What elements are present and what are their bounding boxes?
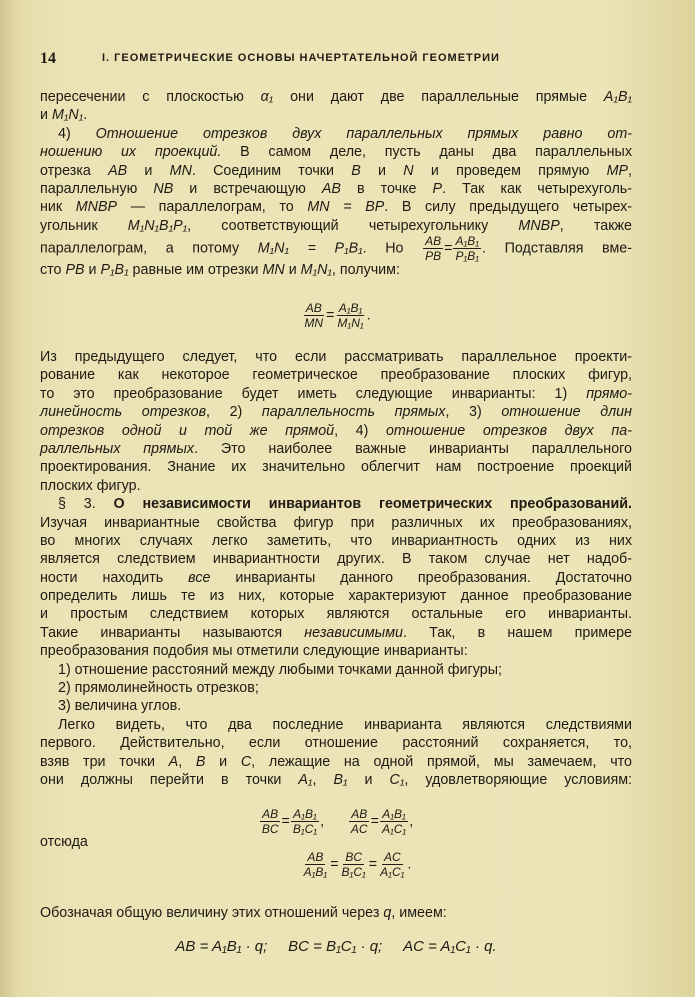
text-run: . Подставляя вме- — [482, 240, 633, 257]
text-line — [40, 716, 632, 734]
running-header — [40, 50, 632, 70]
text-run: § 3. — [58, 496, 114, 513]
text-run: . — [366, 307, 371, 324]
italic-run: независимыми — [304, 624, 403, 641]
text-run: 2) прямолинейность отрезков; — [58, 680, 259, 697]
fraction-numerator: A₁B₁ — [293, 807, 317, 821]
text-run — [382, 938, 403, 955]
text-line — [40, 697, 632, 715]
fraction — [349, 808, 370, 835]
italic-run: PB — [65, 262, 85, 279]
formula-q-products — [40, 938, 632, 955]
italic-run: M₁N₁ = P₁B₁ — [257, 240, 363, 257]
fraction-denominator: AC — [350, 822, 368, 836]
text-run: = — [326, 307, 335, 324]
text-line — [40, 234, 633, 264]
text-run: , 3) — [445, 404, 502, 421]
text-run: отрезка — [40, 162, 109, 179]
fraction-numerator: A₁B₁ — [455, 234, 480, 249]
fraction-numerator: AC — [383, 850, 401, 864]
fraction-numerator: AB — [425, 234, 442, 249]
text-line — [40, 261, 632, 279]
fraction-denominator: M₁N₁ — [337, 316, 364, 330]
text-run: они должны перейти в точки — [40, 771, 299, 788]
text-run: и — [127, 162, 170, 179]
text-line — [40, 753, 632, 771]
fraction — [378, 851, 406, 878]
fraction-denominator: B₁C₁ — [341, 865, 366, 879]
text-run: они дают две параллельные прямые — [273, 89, 604, 105]
fraction-denominator: P₁B₁ — [455, 249, 480, 264]
text-line — [40, 904, 632, 922]
text-run: = — [281, 813, 290, 830]
formula-ratio-ab-mn — [40, 302, 632, 329]
fraction — [260, 808, 281, 835]
fraction-numerator: BC — [345, 850, 362, 864]
text-run: параллельную — [40, 180, 154, 197]
text-line — [40, 771, 632, 789]
text-run: и — [347, 771, 390, 788]
text-line — [40, 477, 632, 495]
text-run: и проведем прямую — [413, 162, 607, 179]
italic-run: MNBP — [75, 199, 118, 216]
italic-run: N — [403, 162, 414, 179]
italic-run: MN — [262, 262, 285, 279]
italic-run: AB — [108, 162, 128, 179]
section-heading — [40, 495, 632, 513]
text-line — [40, 569, 632, 587]
fraction — [302, 302, 325, 329]
fraction-denominator: A₁B₁ — [303, 865, 328, 879]
text-line — [40, 587, 632, 605]
text-line — [40, 661, 632, 679]
italic-run: M₁N₁ — [51, 107, 84, 124]
italic-run: B — [195, 753, 206, 770]
text-run: , лежащие на одной прямой, мы замечаем, что — [251, 753, 632, 770]
fraction — [291, 808, 319, 835]
text-run: , — [312, 771, 334, 788]
text-line — [40, 106, 632, 124]
italic-run: A₁ — [298, 771, 313, 788]
italic-run: P₁B₁ — [100, 262, 129, 279]
text-run: является следствием инвариантности других. В таком случае нет надоб- — [40, 551, 632, 568]
text-run: Изучая инвариантные свойства фигур при различных их преобразованиях, — [40, 514, 632, 531]
text-run: . — [83, 107, 88, 124]
text-run: и — [360, 162, 404, 179]
fraction-numerator: A₁B₁ — [338, 301, 363, 315]
text-line — [40, 605, 632, 623]
text-run: Обозначая общую величину этих отношений через — [40, 905, 384, 921]
bold-run: О независимости инвариантов геометрических преобразований. — [113, 496, 632, 513]
italic-run: отношение отрезков двух па- — [385, 422, 632, 439]
text-run: . Так как четырехуголь- — [442, 180, 632, 197]
text-line — [40, 125, 632, 143]
text-run: , соответствующий четырехугольнику — [187, 217, 519, 234]
text-line — [40, 440, 632, 458]
text-run: преобразования подобия мы отметили следующие инварианты: — [40, 643, 468, 660]
text-run: Такие инварианты называются — [40, 624, 305, 641]
italic-run: A₁B₁ — [603, 89, 632, 105]
text-run: В самом деле, пусть даны два параллельных — [221, 144, 632, 161]
text-run: параллелограм, а потому — [40, 240, 258, 257]
text-line — [40, 532, 632, 550]
text-run: , — [628, 162, 632, 179]
italic-run: отношение длин — [501, 404, 632, 421]
text-run: — параллелограм, то — [117, 199, 308, 216]
italic-run: BC = B₁C₁ · q; — [288, 938, 383, 955]
italic-run: α₁ — [260, 89, 274, 105]
text-run — [267, 938, 288, 955]
fraction-numerator: A₁B₁ — [382, 807, 406, 821]
fraction-denominator: PB — [425, 249, 442, 264]
text-line — [40, 88, 632, 106]
formula-equal-ratios — [40, 851, 632, 878]
text-run: , также — [559, 217, 632, 234]
fraction-numerator: AB — [305, 301, 322, 315]
text-run: определить лишь те из них, которые характеризуют данное преобразование — [40, 588, 632, 605]
text-run: и — [84, 262, 101, 279]
text-run: и — [40, 107, 52, 124]
italic-run: P — [432, 180, 443, 197]
text-run: , удовлетворяющие условиям: — [404, 771, 632, 788]
text-run: . Но — [362, 240, 423, 257]
italic-run: MNBP — [518, 217, 560, 234]
fraction — [380, 808, 408, 835]
italic-run: M₁N₁ — [300, 262, 332, 279]
italic-run: B₁ — [333, 771, 348, 788]
text-run: угольник — [40, 217, 128, 234]
italic-run: AC = A₁C₁ · q. — [403, 938, 497, 955]
fraction-denominator: A₁C₁ — [380, 865, 405, 879]
text-run: . Соединим точки — [191, 162, 352, 179]
text-run: и встречающую — [173, 180, 322, 197]
text-run: = — [330, 856, 339, 873]
italic-run: MN — [169, 162, 192, 179]
text-run: проектирования. Знание их значительно облегчит нам построение проекций — [40, 459, 632, 476]
italic-run: M₁N₁B₁P₁ — [127, 217, 188, 234]
fraction — [302, 851, 330, 878]
text-run: и — [205, 753, 241, 770]
fraction-numerator: AB — [351, 807, 368, 821]
text-run: . Так, в нашем примере — [402, 624, 632, 641]
text-run: , — [178, 753, 196, 770]
text-line — [40, 550, 632, 568]
text-line — [40, 403, 632, 421]
fraction — [423, 235, 443, 262]
text-line — [40, 679, 632, 697]
text-line — [40, 348, 632, 366]
text-run: , 4) — [334, 422, 386, 439]
italic-run: C — [240, 753, 252, 770]
text-run: Из предыдущего следует, что если рассматривать параллельное проекти- — [40, 349, 632, 365]
otsyuda-label: отсюда — [40, 834, 88, 850]
text-run: взяв три точки — [40, 753, 169, 770]
text-run: и простым следствием которых являются остальные его инварианты. — [40, 606, 632, 623]
text-run: Легко видеть, что два последние инварианта являются следствиями — [58, 716, 632, 733]
text-run: , — [409, 813, 414, 830]
running-title: I. ГЕОМЕТРИЧЕСКИЕ ОСНОВЫ НАЧЕРТАТЕЛЬНОЙ ГЕОМЕТРИИ — [102, 52, 500, 64]
italic-run: MN = BP — [307, 199, 385, 216]
text-run: рование как некоторое геометрическое преобразование плоских фигур, — [40, 367, 632, 384]
text-run: и — [284, 262, 301, 279]
text-line — [40, 514, 632, 532]
fraction-denominator: A₁C₁ — [381, 822, 407, 836]
italic-run: раллельных прямых — [40, 440, 195, 457]
italic-run: MP — [606, 162, 629, 179]
italic-run: C₁ — [389, 771, 405, 788]
formula-conditions — [40, 808, 632, 835]
italic-run: B — [351, 162, 361, 179]
text-line — [40, 422, 632, 440]
text-run: ник — [40, 199, 76, 216]
text-line — [40, 143, 632, 161]
italic-run: ношению их проекций. — [40, 144, 222, 161]
text-line — [40, 458, 632, 476]
text-run: пересечении с плоскостью — [40, 89, 261, 105]
text-run: , получим: — [331, 262, 400, 279]
text-run: 1) отношение расстояний между любыми точками данной фигуры; — [58, 661, 502, 678]
text-run: плоских фигур. — [40, 477, 141, 494]
text-run: . Это наиболее важные инварианты параллельного — [194, 440, 632, 457]
text-run: в точке — [340, 180, 433, 197]
text-line — [40, 180, 632, 198]
text-line — [40, 366, 632, 384]
text-line — [40, 624, 632, 642]
text-line — [40, 198, 632, 216]
italic-run: AB — [321, 180, 341, 197]
italic-run: Отношение отрезков двух параллельных прямых равно от- — [95, 125, 633, 142]
text-run: = — [368, 856, 378, 873]
italic-run: параллельность прямых — [261, 404, 446, 421]
fraction-numerator: AB — [307, 850, 324, 864]
italic-run: A — [168, 753, 179, 770]
text-run: . — [407, 856, 412, 873]
paragraph-invariants — [40, 348, 632, 789]
fraction — [453, 235, 481, 262]
italic-run: NB — [153, 180, 174, 197]
text-run: ности находить — [40, 569, 189, 586]
text-line — [40, 642, 632, 660]
text-run: во многих случаях легко заметить, что инвариантность одних из них — [40, 532, 632, 549]
text-run: = — [370, 813, 379, 830]
italic-run: линейность отрезков — [40, 404, 207, 421]
fraction — [340, 851, 368, 878]
fraction-numerator: AB — [262, 807, 279, 821]
text-run: то это преобразование будет иметь следующие инварианты: 1) — [40, 385, 587, 402]
text-run: , — [320, 813, 348, 830]
italic-run: все — [188, 569, 211, 586]
text-run: = — [444, 240, 453, 257]
italic-run: отрезков одной и той же прямой — [40, 422, 335, 439]
text-line — [40, 217, 632, 235]
fraction-denominator: BC — [261, 822, 279, 836]
text-run: равные им отрезки — [128, 262, 263, 279]
text-run: сто — [40, 262, 66, 279]
text-line — [40, 162, 632, 180]
paragraph-notation — [40, 904, 632, 922]
text-run: инварианты данного преобразования. Достаточно — [210, 569, 632, 586]
text-run: , 2) — [206, 404, 262, 421]
fraction-denominator: MN — [304, 316, 324, 330]
italic-run: q — [383, 905, 392, 921]
fraction — [335, 302, 365, 329]
text-run: 4) — [58, 125, 96, 142]
text-run: первого. Действительно, если отношение расстояний сохраняется, то, — [40, 735, 632, 752]
page-number: 14 — [40, 50, 56, 67]
text-line — [40, 385, 632, 403]
text-run: , имеем: — [391, 905, 447, 921]
italic-run: AB = A₁B₁ · q; — [175, 938, 268, 955]
paragraph-parallel-segments — [40, 88, 632, 280]
text-line — [40, 734, 632, 752]
italic-run: прямо- — [586, 385, 632, 402]
fraction-denominator: B₁C₁ — [292, 822, 318, 836]
text-run: 3) величина углов. — [58, 698, 182, 715]
text-run: . В силу предыдущего четырех- — [384, 199, 632, 216]
